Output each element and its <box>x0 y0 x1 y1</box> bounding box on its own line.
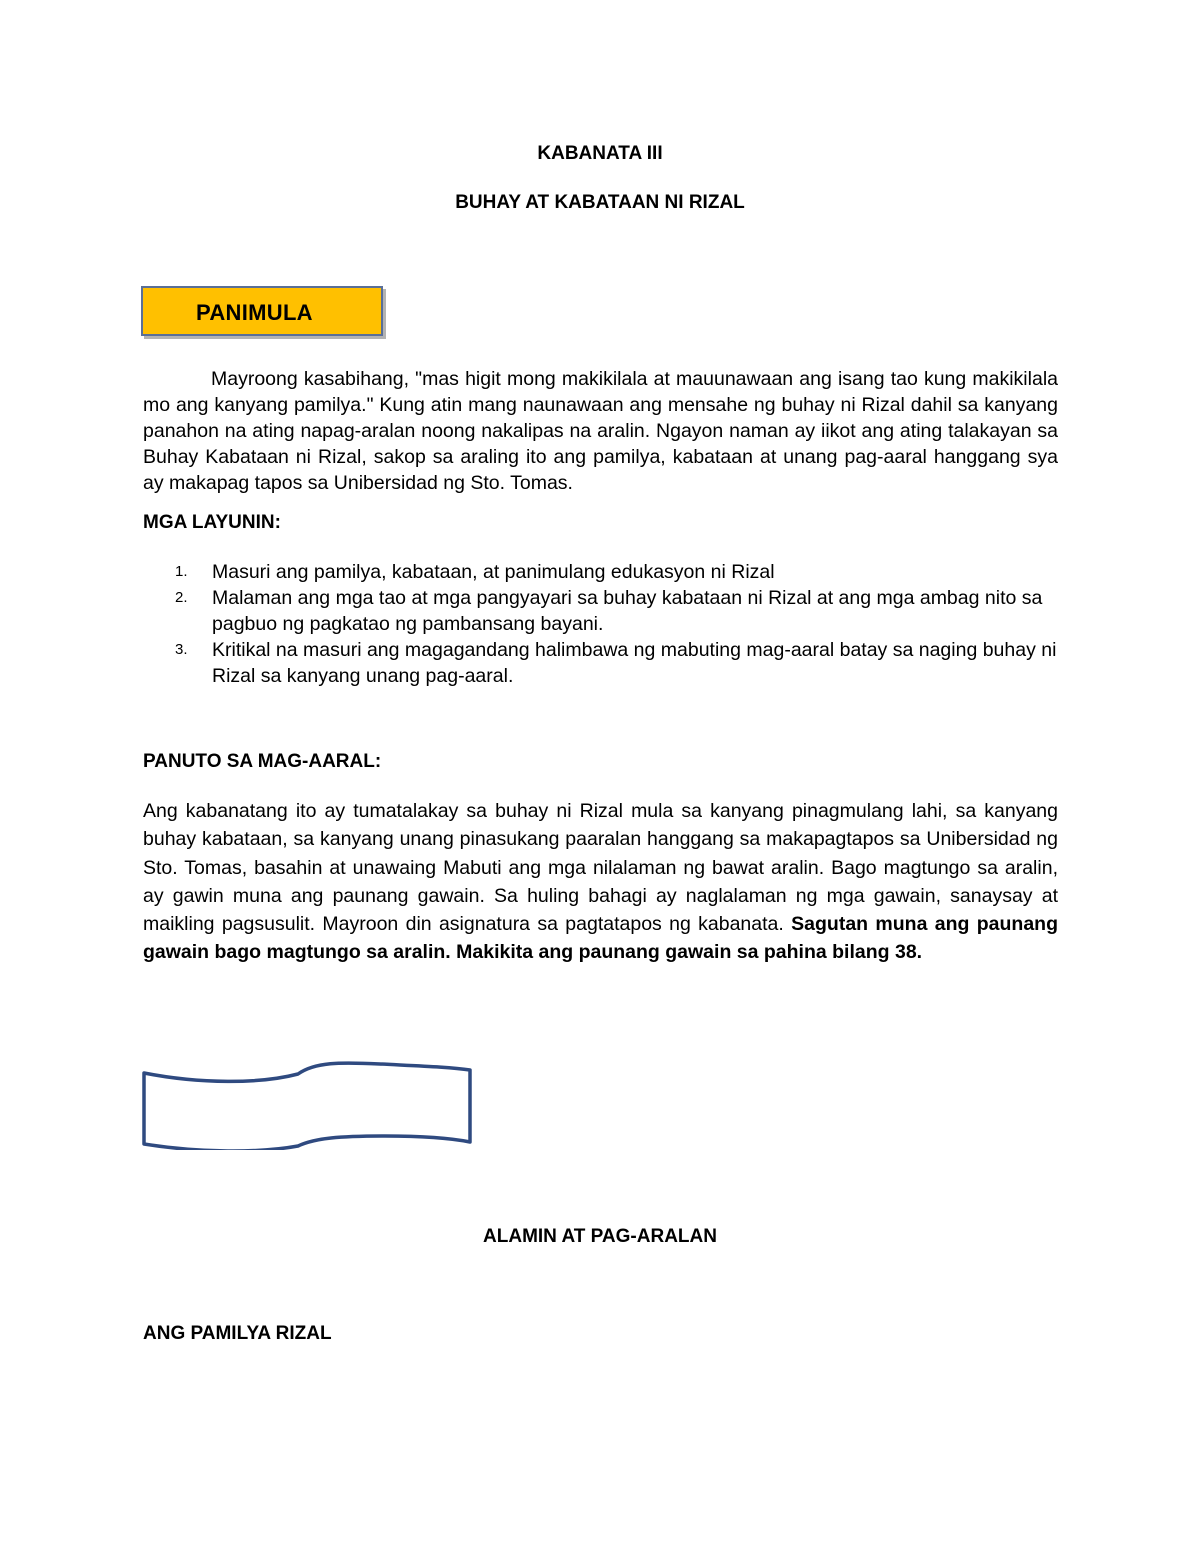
subsection-title: ANG PAMILYA RIZAL <box>143 1323 332 1344</box>
intro-paragraph <box>143 366 1058 496</box>
list-item-number: 3. <box>175 641 188 658</box>
instructions-paragraph <box>143 797 1058 967</box>
instructions-text: Ang kabanatang ito ay tumatalakay sa buhay ni Rizal mula sa kanyang pinagmulang lahi, sa kanyang buhay kabataan, sa kanyang unang pinasukang paaralan hanggang sa makapagtapos sa Unibersidad ng Sto. Tomas, basahin at unawaing Mabuti ang mga nilalaman ng bawat aralin. Bago magtungo sa aralin, ay gawin muna ang paunang gawain. Sa huling bahagi ay naglalaman ng mga gawain, sanaysay at maikling pagsusulit. Mayroon din asignatura sa pagtatapos ng kabanata. <box>143 800 1058 936</box>
chapter-title: BUHAY AT KABATAAN NI RIZAL <box>455 192 745 213</box>
intro-paragraph-text: Mayroong kasabihang, "mas higit mong makikilala at mauunawaan ang isang tao kung makikilala mo ang kanyang pamilya." Kung atin mang naunawaan ang mensahe ng buhay ni Rizal dahil sa kanyang panahon na ating napag-aralan noong nakalipas na aralin. Ngayon naman ay iikot ang ating talakayan sa Buhay Kabataan ni Rizal, sakop sa araling ito ang pamilya, kabataan at unang pag-aaral hanggang sya ay makapag tapos sa Unibersidad ng Sto. Tomas. <box>143 368 1058 494</box>
panimula-label-box <box>141 286 383 336</box>
objectives-list <box>143 559 1058 689</box>
instructions-heading: PANUTO SA MAG-AARAL: <box>143 751 382 772</box>
list-item-text: Kritikal na masuri ang magagandang halimbawa ng mabuting mag-aaral batay sa naging buhay ni Rizal sa kanyang unang pag-aaral. <box>212 639 1057 687</box>
objectives-heading: MGA LAYUNIN: <box>143 512 281 533</box>
ribbon-banner-shape <box>140 1058 476 1150</box>
chapter-number: KABANATA III <box>537 143 663 164</box>
instructions-bold-text: Sagutan muna ang paunang gawain bago magtungo sa aralin. Makikita ang paunang gawain sa pahina bilang 38. <box>143 913 1058 964</box>
panimula-label: PANIMULA <box>196 300 313 325</box>
list-item <box>143 559 1058 585</box>
list-item-text: Malaman ang mga tao at mga pangyayari sa buhay kabataan ni Rizal at ang mga ambag nito sa pagbuo ng pagkatao ng pambansang bayani. <box>212 587 1043 635</box>
section-title: ALAMIN AT PAG-ARALAN <box>483 1226 717 1247</box>
list-item-text: Masuri ang pamilya, kabataan, at panimulang edukasyon ni Rizal <box>212 561 775 583</box>
list-item-number: 1. <box>175 563 188 580</box>
list-item <box>143 637 1058 689</box>
list-item-number: 2. <box>175 589 188 606</box>
list-item <box>143 585 1058 637</box>
